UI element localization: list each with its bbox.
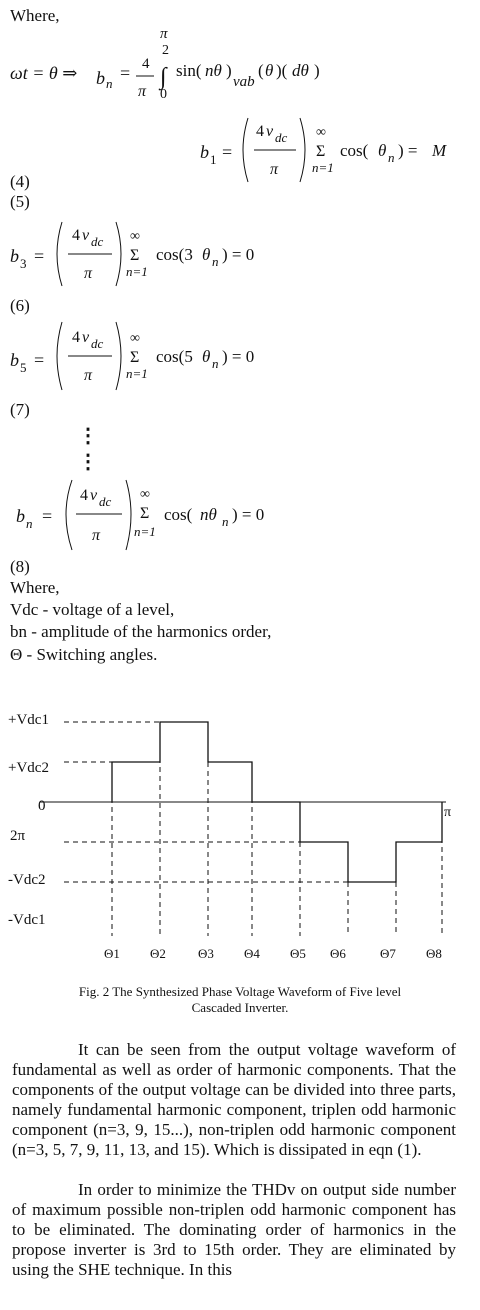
svg-text:n: n (222, 514, 229, 529)
svg-text:cos(3: cos(3 (156, 245, 193, 264)
equation-bn-integral (0, 24, 480, 110)
svg-text:π: π (84, 367, 93, 384)
svg-text:Σ: Σ (130, 247, 140, 264)
svg-text:) = 0: ) = 0 (222, 347, 255, 366)
svg-text:4: 4 (72, 329, 80, 346)
svg-text:): ) (314, 61, 320, 80)
svg-text:cos(5: cos(5 (156, 347, 193, 366)
svg-text:4: 4 (142, 56, 150, 72)
vertical-ellipsis-1: ⋮ (78, 425, 98, 447)
y-label-neg-vdc1: -Vdc1 (8, 912, 46, 928)
waveform-figure (0, 700, 480, 970)
svg-text:b: b (200, 142, 209, 162)
vertical-ellipsis-2: ⋮ (78, 451, 98, 473)
svg-text:v: v (266, 123, 274, 140)
where-label: Where, (10, 6, 60, 25)
svg-text:∞: ∞ (130, 331, 140, 346)
y-label-neg-vdc2: -Vdc2 (8, 872, 46, 888)
x-label-theta1: Θ1 (104, 946, 120, 961)
equation-b1 (0, 112, 480, 192)
svg-text:): ) (226, 61, 232, 80)
svg-text:=: = (34, 350, 45, 370)
y-label-vdc2: +Vdc2 (8, 760, 49, 776)
svg-text:π: π (160, 26, 168, 42)
svg-text:)(: )( (276, 61, 288, 80)
svg-text:v: v (90, 487, 98, 504)
y-label-vdc1: +Vdc1 (8, 712, 49, 728)
svg-text:=: = (120, 63, 131, 83)
definition-vdc: Vdc - voltage of a level, (10, 600, 175, 619)
svg-text:Σ: Σ (316, 143, 326, 160)
svg-text:θ: θ (378, 141, 387, 160)
svg-text:nθ: nθ (205, 61, 222, 80)
svg-text:(: ( (258, 61, 264, 80)
svg-text:Σ: Σ (140, 505, 150, 522)
equation-number-4: (4) (10, 172, 30, 191)
svg-text:∞: ∞ (316, 125, 326, 140)
svg-text:=: = (34, 246, 45, 266)
x-label-theta5: Θ5 (290, 946, 306, 961)
y-label-2pi: 2π (10, 828, 26, 844)
svg-text:π: π (92, 527, 101, 544)
svg-text:dc: dc (99, 494, 112, 509)
svg-text:π: π (270, 161, 279, 178)
svg-text:π: π (84, 265, 93, 282)
svg-text:n=1: n=1 (126, 366, 148, 381)
svg-text:Σ: Σ (130, 349, 140, 366)
x-label-theta6: Θ6 (330, 946, 346, 961)
svg-text:v: v (82, 329, 90, 346)
svg-text:4: 4 (256, 123, 264, 140)
x-label-theta3: Θ3 (198, 946, 214, 961)
figure-caption-line1: Fig. 2 The Synthesized Phase Voltage Waveform of Five level (78, 984, 402, 999)
where-label-2: Where, (10, 578, 60, 597)
svg-text:dc: dc (275, 130, 288, 145)
equation-number-5: (5) (10, 192, 30, 211)
svg-text:dc: dc (91, 234, 104, 249)
svg-text:=: = (42, 506, 53, 526)
svg-text:n: n (26, 516, 33, 531)
svg-text:n=1: n=1 (134, 524, 156, 539)
svg-text:n=1: n=1 (126, 264, 148, 279)
equation-b3 (0, 212, 480, 294)
x-label-theta4: Θ4 (244, 946, 260, 961)
svg-text:b: b (16, 506, 25, 526)
definition-bn: bn - amplitude of the harmonics order, (10, 622, 272, 641)
svg-text:ωt = θ ⇒: ωt = θ ⇒ (10, 63, 78, 83)
svg-text:b: b (10, 246, 19, 266)
pi-label: π (444, 805, 452, 820)
figure-caption-line2: Cascaded Inverter. (191, 1000, 289, 1015)
svg-text:∫: ∫ (160, 64, 167, 90)
body-paragraph-1: It can be seen from the output voltage waveform of fundamental as well as order of harmonic components. That the components of the output voltage can be divided into three parts, namely fundamental harmonic component, triplen odd harmonic component (n=3, 9, 15...), non-triplen odd harmonic component (n=3, 5, 7, 9, 11, 13, and 15). Which is dissipated in eqn (1). (12, 1040, 456, 1159)
svg-text:dc: dc (91, 336, 104, 351)
svg-text:π: π (138, 83, 147, 100)
svg-text:3: 3 (20, 256, 27, 271)
svg-text:4: 4 (72, 227, 80, 244)
y-label-zero: 0 (38, 798, 46, 814)
svg-text:b: b (96, 68, 105, 88)
svg-text:) =: ) = (398, 141, 418, 160)
svg-text:cos(: cos( (164, 505, 193, 524)
equation-number-8: (8) (10, 557, 30, 576)
svg-text:) = 0: ) = 0 (222, 245, 255, 264)
x-label-theta7: Θ7 (380, 946, 396, 961)
svg-text:θ: θ (265, 61, 274, 80)
svg-text:) = 0: ) = 0 (232, 505, 265, 524)
x-label-theta2: Θ2 (150, 946, 166, 961)
svg-text:θ: θ (202, 347, 211, 366)
svg-text:∞: ∞ (130, 229, 140, 244)
equation-bn-sum (0, 474, 480, 558)
svg-text:θ: θ (202, 245, 211, 264)
svg-text:∞: ∞ (140, 487, 150, 502)
svg-text:n: n (388, 150, 395, 165)
svg-text:b: b (10, 350, 19, 370)
svg-text:n: n (106, 76, 113, 91)
equation-b5 (0, 316, 480, 398)
svg-text:M: M (432, 141, 447, 160)
equation-number-6: (6) (10, 296, 30, 315)
svg-text:2: 2 (162, 43, 169, 58)
body-paragraph-2: In order to minimize the THDv on output side number of maximum possible non-triplen odd harmonic component has to be eliminated. The dominating order of harmonics in the propose inverter is 3rd to 15th order. They are eliminated by using the SHE technique. In this (12, 1180, 456, 1279)
svg-text:5: 5 (20, 360, 27, 375)
svg-text:vab: vab (233, 74, 255, 90)
definition-theta: Θ - Switching angles. (10, 645, 158, 664)
svg-text:1: 1 (210, 152, 217, 167)
svg-text:n: n (212, 356, 219, 371)
x-label-theta8: Θ8 (426, 946, 442, 961)
svg-text:dθ: dθ (292, 61, 309, 80)
svg-text:cos(: cos( (340, 141, 369, 160)
svg-text:n: n (212, 254, 219, 269)
equation-number-7: (7) (10, 400, 30, 419)
svg-text:v: v (82, 227, 90, 244)
svg-text:0: 0 (160, 87, 167, 102)
svg-text:n=1: n=1 (312, 160, 334, 175)
svg-text:nθ: nθ (200, 505, 217, 524)
svg-text:=: = (222, 142, 233, 162)
svg-text:sin(: sin( (176, 61, 202, 80)
svg-text:4: 4 (80, 487, 88, 504)
